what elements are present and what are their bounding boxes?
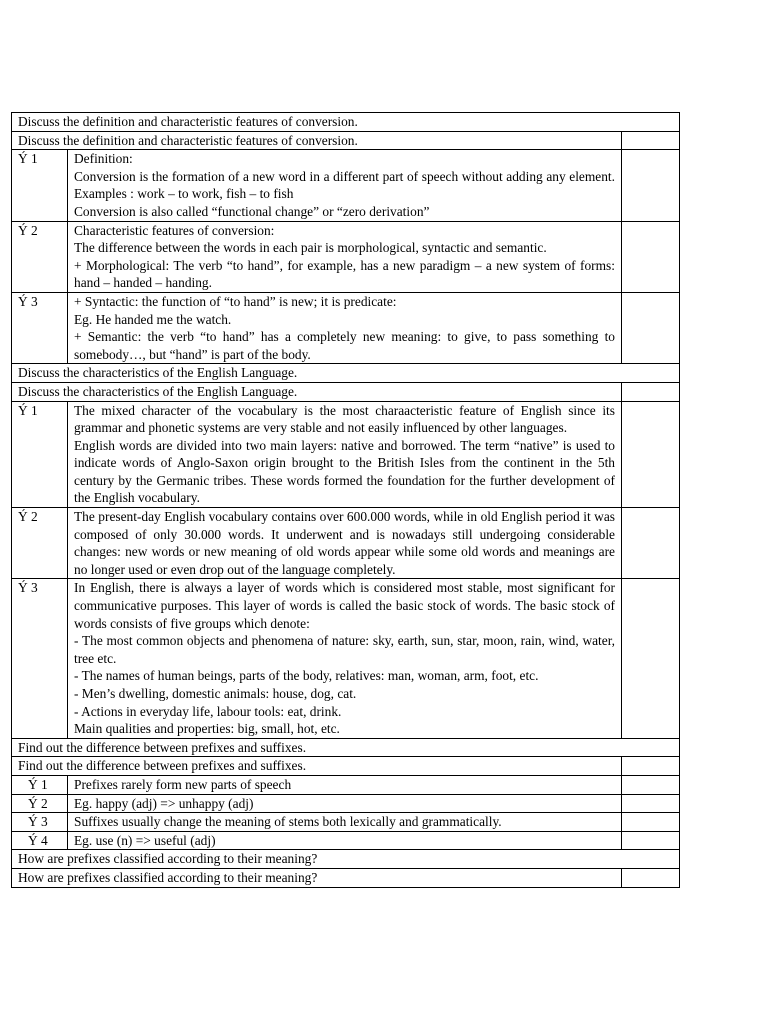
- answer-line: Definition:: [74, 151, 133, 167]
- answer-row: [12, 292, 680, 363]
- answer-row: [12, 794, 680, 813]
- answer-content: [68, 508, 622, 579]
- answer-content: [68, 813, 622, 832]
- answer-line: Prefixes rarely form new parts of speech: [74, 776, 292, 792]
- question-text: How are prefixes classified according to their meaning?: [12, 868, 622, 887]
- answer-label: Ý 3: [12, 579, 68, 738]
- answer-content: [68, 221, 622, 292]
- answer-line: The mixed character of the vocabulary is the most charaacteristic feature of English since its grammar and phonetic systems are very stable and not easily influenced by other languages.: [74, 402, 615, 436]
- answer-row: [12, 401, 680, 508]
- question-row: [12, 757, 680, 776]
- answer-row: [12, 775, 680, 794]
- answer-line: Conversion is the formation of a new word in a different part of speech without adding any element. Examples : work – to work, fish – to fish: [74, 168, 615, 202]
- score-cell: [622, 292, 680, 363]
- score-cell: [622, 757, 680, 776]
- score-cell: [622, 508, 680, 579]
- qa-table: [11, 112, 680, 888]
- score-cell: [622, 794, 680, 813]
- answer-line: Suffixes usually change the meaning of stems both lexically and grammatically.: [74, 814, 502, 830]
- answer-content: [68, 292, 622, 363]
- answer-label: Ý 2: [12, 794, 68, 813]
- answer-content: [68, 831, 622, 850]
- answer-label: Ý 1: [12, 150, 68, 221]
- score-cell: [622, 131, 680, 150]
- answer-label: Ý 1: [12, 401, 68, 508]
- section-header-row: [12, 364, 680, 383]
- answer-row: [12, 508, 680, 579]
- answer-label: Ý 1: [12, 775, 68, 794]
- question-text: Discuss the definition and characteristic features of conversion.: [12, 131, 622, 150]
- score-cell: [622, 579, 680, 738]
- section-header: Discuss the definition and characteristic features of conversion.: [12, 113, 680, 132]
- answer-label: Ý 3: [12, 292, 68, 363]
- question-row: [12, 382, 680, 401]
- answer-line: Main qualities and properties: big, small, hot, etc.: [74, 721, 340, 737]
- answer-line: Conversion is also called “functional change” or “zero derivation”: [74, 203, 430, 219]
- answer-label: Ý 2: [12, 221, 68, 292]
- answer-row: [12, 579, 680, 738]
- question-row: [12, 868, 680, 887]
- score-cell: [622, 150, 680, 221]
- score-cell: [622, 813, 680, 832]
- answer-line: Eg. happy (adj) => unhappy (adj): [74, 795, 254, 811]
- answer-row: [12, 221, 680, 292]
- section-header: How are prefixes classified according to their meaning?: [12, 850, 680, 869]
- answer-label: Ý 2: [12, 508, 68, 579]
- answer-content: [68, 794, 622, 813]
- question-text: Find out the difference between prefixes and suffixes.: [12, 757, 622, 776]
- answer-line: Eg. use (n) => useful (adj): [74, 832, 216, 848]
- answer-line: - The names of human beings, parts of the body, relatives: man, woman, arm, foot, etc.: [74, 668, 539, 684]
- answer-line: + Syntactic: the function of “to hand” is new; it is predicate:: [74, 293, 397, 309]
- score-cell: [622, 401, 680, 508]
- section-header-row: [12, 113, 680, 132]
- answer-content: [68, 150, 622, 221]
- score-cell: [622, 831, 680, 850]
- score-cell: [622, 868, 680, 887]
- answer-content: [68, 401, 622, 508]
- answer-line: The present-day English vocabulary contains over 600.000 words, while in old English period it was composed of only 30.000 words. It underwent and is nowadays still undergoing considerable changes: new words or new meaning of old words appear while some old words and meanings are no longer used or even drop out of the language completely.: [74, 509, 615, 577]
- answer-line: - Actions in everyday life, labour tools: eat, drink.: [74, 703, 342, 719]
- section-header: Find out the difference between prefixes and suffixes.: [12, 738, 680, 757]
- answer-label: Ý 4: [12, 831, 68, 850]
- section-header: Discuss the characteristics of the English Language.: [12, 364, 680, 383]
- score-cell: [622, 382, 680, 401]
- score-cell: [622, 775, 680, 794]
- qa-table-body: [12, 113, 680, 888]
- section-header-row: [12, 738, 680, 757]
- question-row: [12, 131, 680, 150]
- answer-line: + Semantic: the verb “to hand” has a completely new meaning: to give, to pass something to somebody…, but “hand” is part of the body.: [74, 329, 615, 362]
- answer-row: [12, 831, 680, 850]
- answer-line: Eg. He handed me the watch.: [74, 311, 232, 327]
- document-page: [11, 112, 679, 888]
- question-text: Discuss the characteristics of the English Language.: [12, 382, 622, 401]
- answer-row: [12, 150, 680, 221]
- score-cell: [622, 221, 680, 292]
- answer-label: Ý 3: [12, 813, 68, 832]
- answer-line: - Men’s dwelling, domestic animals: house, dog, cat.: [74, 686, 357, 701]
- answer-line: English words are divided into two main layers: native and borrowed. The term “native” is used to indicate words of Anglo-Saxon origin brought to the British Isles from the continent in the 5th century by the Germanic tribes. These words formed the foundation for the further development of the English vocabulary.: [74, 437, 615, 506]
- answer-line: - The most common objects and phenomena of nature: sky, earth, sun, star, moon, rain, wind, water, tree etc.: [74, 633, 615, 666]
- section-header-row: [12, 850, 680, 869]
- answer-content: [68, 775, 622, 794]
- answer-line: The difference between the words in each pair is morphological, syntactic and semantic.: [74, 240, 547, 256]
- answer-line: In English, there is always a layer of words which is considered most stable, most significant for communicative purposes. This layer of words is called the basic stock of words. The basic stock of words consists of five groups which denote:: [74, 580, 615, 631]
- answer-line: Characteristic features of conversion:: [74, 222, 275, 238]
- answer-line: + Morphological: The verb “to hand”, for example, has a new paradigm – a new system of forms: hand – handed – handing.: [74, 257, 615, 291]
- answer-content: [68, 579, 622, 738]
- answer-row: [12, 813, 680, 832]
